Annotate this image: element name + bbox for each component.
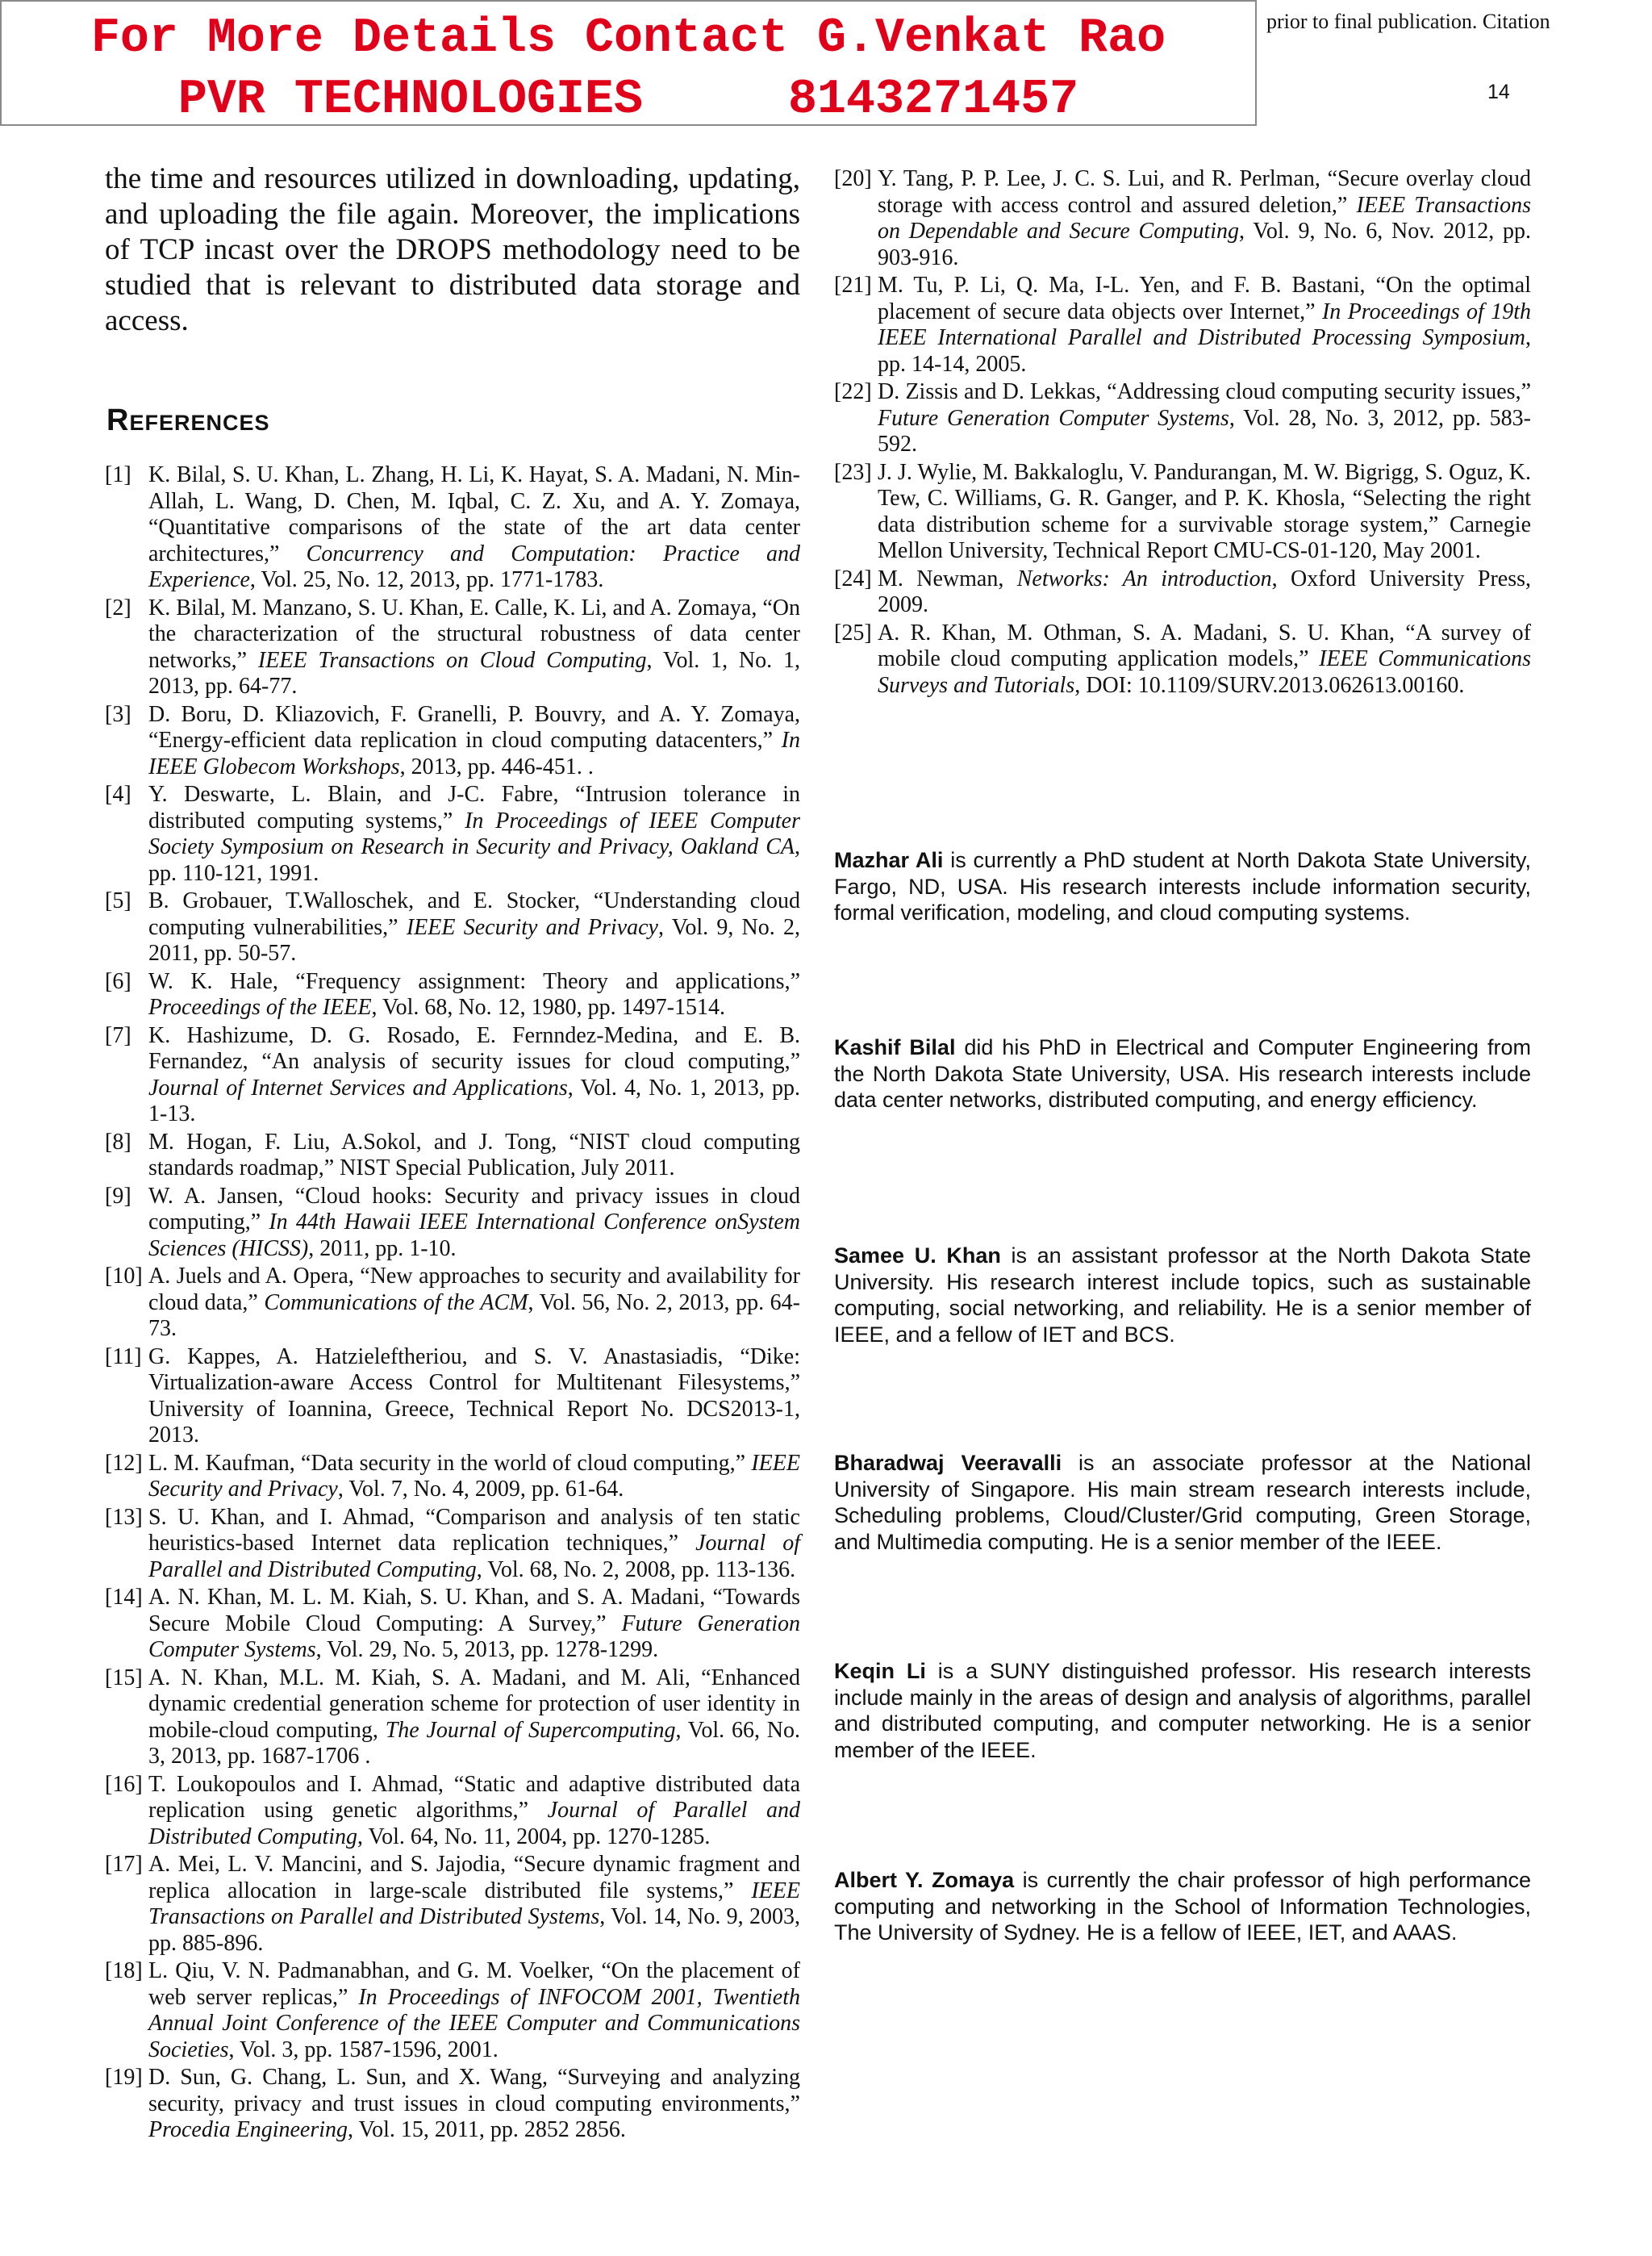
reference-post: , 2013, pp. 446-451. . xyxy=(399,754,594,779)
reference-item xyxy=(105,1264,800,1343)
reference-post: , 2011, pp. 1-10. xyxy=(308,1235,457,1261)
reference-number: [4] xyxy=(105,782,131,807)
contact-banner xyxy=(0,0,1257,126)
reference-item xyxy=(834,166,1531,271)
reference-text xyxy=(148,1958,800,2063)
reference-post: , Vol. 9, No. 2, 2011, pp. 50-57. xyxy=(148,914,801,966)
right-column xyxy=(834,166,1531,700)
author-bio-text: did his PhD in Electrical and Computer Engineering from the North Dakota State University, USA. His research interests include data center networks, distributed computing, and energy efficiency. xyxy=(834,1035,1531,1112)
reference-pre: L. M. Kaufman, “Data security in the world of cloud computing,” xyxy=(148,1450,752,1476)
reference-text xyxy=(878,273,1531,378)
reference-venue: IEEE Security and Privacy xyxy=(406,914,658,940)
reference-post: , Vol. 29, No. 5, 2013, pp. 1278-1299. xyxy=(315,1637,659,1662)
reference-pre: D. Zissis and D. Lekkas, “Addressing cloud computing security issues,” xyxy=(878,379,1531,404)
reference-pre: Y. Tang, P. P. Lee, J. C. S. Lui, and R. Perlman, “Secure overlay cloud storage with access control and assured deletion,” xyxy=(878,166,1531,218)
reference-item xyxy=(834,460,1531,565)
reference-item xyxy=(105,888,800,967)
reference-venue: IEEE Transactions on Parallel and Distributed Systems xyxy=(148,1878,800,1929)
reference-venue: IEEE Communications Surveys and Tutorials xyxy=(878,646,1531,698)
reference-text xyxy=(878,379,1531,458)
reference-venue: Procedia Engineering xyxy=(148,2117,348,2142)
reference-text xyxy=(148,969,800,1021)
author-bio-text: is currently the chair professor of high performance computing and networking in the School of Information Technologies, The University of Sydney. He is a fellow of IEEE, IET, and AAAS. xyxy=(834,1868,1531,1945)
reference-venue: IEEE Transactions on Cloud Computing xyxy=(257,647,647,673)
reference-venue: IEEE Security and Privacy xyxy=(148,1450,800,1502)
reference-text xyxy=(148,1130,800,1182)
reference-pre: B. Grobauer, T.Walloschek, and E. Stocker, “Understanding cloud computing vulnerabilities,” xyxy=(148,888,800,940)
reference-pre: G. Kappes, A. Hatzieleftheriou, and S. V. Anastasiadis, “Dike: Virtualization-aware Access Control for Multitenant Filesystems,” University of Ioannina, Greece, Technical Report No. DCS2013-1, 2013. xyxy=(148,1343,800,1448)
reference-post: , DOI: 10.1109/SURV.2013.062613.00160. xyxy=(1074,672,1465,698)
reference-number: [23] xyxy=(834,459,872,485)
reference-post: , Vol. 7, No. 4, 2009, pp. 61-64. xyxy=(337,1477,624,1502)
reference-item xyxy=(105,702,800,781)
reference-post: , pp. 110-121, 1991. xyxy=(148,834,800,886)
reference-venue: IEEE Transactions on Dependable and Secure Computing xyxy=(878,192,1531,244)
page-number: 14 xyxy=(1487,81,1510,103)
reference-pre: D. Boru, D. Kliazovich, F. Granelli, P. Bouvry, and A. Y. Zomaya, “Energy-efficient data replication in cloud computing datacenters,” xyxy=(148,701,800,753)
reference-text xyxy=(148,1772,800,1851)
reference-item xyxy=(105,1585,800,1664)
reference-text xyxy=(148,1344,800,1449)
reference-item xyxy=(105,1665,800,1770)
reference-venue: Journal of Parallel and Distributed Computing xyxy=(148,1798,800,1849)
running-header-note: prior to final publication. Citation xyxy=(1266,10,1550,33)
author-bio xyxy=(834,1658,1531,1763)
banner-contact-line: For More Details Contact G.Venkat Rao xyxy=(90,11,1166,66)
reference-number: [17] xyxy=(105,1852,143,1877)
reference-number: [21] xyxy=(834,273,872,298)
author-bio-text: is a SUNY distinguished professor. His research interests include mainly in the areas of design and analysis of algorithms, parallel and distributed computing, and computer networking. He is a senior member of the IEEE. xyxy=(834,1659,1532,1762)
reference-venue: Journal of Parallel and Distributed Computing xyxy=(148,1531,800,1582)
reference-item xyxy=(105,595,800,700)
reference-text xyxy=(148,1023,800,1128)
reference-item xyxy=(834,379,1531,458)
reference-post: , Vol. 4, No. 1, 2013, pp. 1-13. xyxy=(148,1075,801,1126)
reference-list-right xyxy=(834,166,1531,699)
reference-item xyxy=(105,1023,800,1128)
reference-pre: K. Hashizume, D. G. Rosado, E. Fernndez-Medina, and E. B. Fernandez, “An analysis of security issues for cloud computing,” xyxy=(148,1022,800,1074)
reference-number: [6] xyxy=(105,968,131,994)
reference-number: [5] xyxy=(105,888,131,913)
reference-pre: A. Mei, L. V. Mancini, and S. Jajodia, “Secure dynamic fragment and replica allocation in large-scale distributed file systems,” xyxy=(148,1852,800,1903)
reference-post: , Oxford University Press, 2009. xyxy=(878,566,1531,617)
author-name: Samee U. Khan xyxy=(834,1243,1001,1268)
reference-item xyxy=(105,782,800,887)
reference-item xyxy=(105,1505,800,1584)
reference-post: , Vol. 3, pp. 1587-1596, 2001. xyxy=(228,2037,499,2062)
reference-text xyxy=(148,1585,800,1664)
reference-venue: In 44th Hawaii IEEE International Conference onSystem Sciences (HICSS) xyxy=(148,1209,801,1261)
reference-number: [14] xyxy=(105,1585,143,1610)
reference-venue: Journal of Internet Services and Applications xyxy=(148,1075,568,1101)
reference-post: , Vol. 25, No. 12, 2013, pp. 1771-1783. xyxy=(249,567,604,592)
reference-number: [24] xyxy=(834,566,872,591)
reference-post: , Vol. 9, No. 6, Nov. 2012, pp. 903-916. xyxy=(878,219,1531,270)
reference-post: , Vol. 14, No. 9, 2003, pp. 885-896. xyxy=(148,1904,800,1956)
reference-item xyxy=(105,1184,800,1263)
reference-venue: In Proceedings of IEEE Computer Society Symposium on Research in Security and Privacy, Oakland CA xyxy=(148,808,800,859)
reference-pre: W. K. Hale, “Frequency assignment: Theory and applications,” xyxy=(148,968,800,994)
reference-post: , Vol. 1, No. 1, 2013, pp. 64-77. xyxy=(148,647,800,699)
reference-text xyxy=(148,1505,800,1584)
author-name: Kashif Bilal xyxy=(834,1035,956,1059)
reference-item xyxy=(105,462,800,594)
reference-pre: L. Qiu, V. N. Padmanabhan, and G. M. Voelker, “On the placement of web server replicas,” xyxy=(148,1958,800,2010)
reference-text xyxy=(148,1665,800,1770)
reference-pre: K. Bilal, M. Manzano, S. U. Khan, E. Calle, K. Li, and A. Zomaya, “On the characterization of the structural robustness of data center networks,” xyxy=(148,595,800,673)
reference-pre: M. Hogan, F. Liu, A.Sokol, and J. Tong, “NIST cloud computing standards roadmap,” NIST Special Publication, July 2011. xyxy=(148,1129,800,1180)
author-name: Bharadwaj Veeravalli xyxy=(834,1451,1062,1475)
reference-text xyxy=(148,1852,800,1957)
reference-post: , Vol. 68, No. 2, 2008, pp. 113-136. xyxy=(476,1556,796,1582)
reference-item xyxy=(105,1451,800,1503)
banner-company-line: PVR TECHNOLOGIES 8143271457 xyxy=(177,73,1079,127)
author-bio-text: is an assistant professor at the North Dakota State University. His research interest include topics, such as sustainable computing, social networking, and reliability. He is a senior member of IEEE, and a fellow of IET and BCS. xyxy=(834,1243,1532,1347)
reference-pre: A. N. Khan, M.L. M. Kiah, S. A. Madani, and M. Ali, “Enhanced dynamic credential generation scheme for protection of user identity in mobile-cloud computing, xyxy=(148,1665,800,1743)
reference-number: [10] xyxy=(105,1264,143,1289)
reference-venue: The Journal of Supercomputing xyxy=(385,1717,676,1743)
reference-item xyxy=(834,273,1531,378)
reference-text xyxy=(148,1264,800,1343)
reference-venue: Concurrency and Computation: Practice and Experience xyxy=(148,541,800,592)
author-bio xyxy=(834,847,1531,926)
conclusion-paragraph: the time and resources utilized in downloading, updating, and uploading the file again. Moreover, the implications of TCP incast over the DROPS methodology need to be studied that is relevant to distributed data storage and access. xyxy=(105,162,800,337)
reference-number: [25] xyxy=(834,620,872,645)
reference-venue: Communications of the ACM xyxy=(264,1289,528,1315)
reference-pre: M. Newman, xyxy=(878,566,1017,591)
reference-item xyxy=(105,1344,800,1449)
reference-number: [9] xyxy=(105,1183,131,1209)
reference-venue: In IEEE Globecom Workshops xyxy=(148,728,800,779)
reference-number: [20] xyxy=(834,166,872,191)
reference-item xyxy=(105,2065,800,2144)
reference-number: [7] xyxy=(105,1022,131,1048)
reference-text xyxy=(148,782,800,887)
reference-number: [8] xyxy=(105,1129,131,1155)
author-bio xyxy=(834,1034,1531,1113)
reference-pre: J. J. Wylie, M. Bakkaloglu, V. Pandurangan, M. W. Bigrigg, S. Oguz, K. Tew, C. Williams, G. R. Ganger, and P. K. Khosla, “Selecting the right data distribution scheme for a survivable storage system,” Carnegie Mellon University, Technical Report CMU-CS-01-120, May 2001. xyxy=(878,459,1531,563)
reference-text xyxy=(148,2065,800,2144)
reference-post: , pp. 14-14, 2005. xyxy=(878,325,1531,377)
reference-text xyxy=(148,595,800,700)
reference-text xyxy=(148,1184,800,1263)
reference-pre: K. Bilal, S. U. Khan, L. Zhang, H. Li, K. Hayat, S. A. Madani, N. Min-Allah, L. Wang, D. Chen, M. Iqbal, C. Z. Xu, and A. Y. Zomaya, “Quantitative comparisons of the state of the art data center architectures,” xyxy=(148,462,800,566)
reference-number: [19] xyxy=(105,2065,143,2090)
reference-item xyxy=(834,566,1531,619)
reference-number: [12] xyxy=(105,1450,143,1476)
references-heading: References xyxy=(106,403,270,437)
reference-list-left xyxy=(105,462,800,2144)
left-column xyxy=(105,161,800,2145)
reference-number: [13] xyxy=(105,1504,143,1530)
author-bio xyxy=(834,1450,1531,1555)
reference-number: [3] xyxy=(105,701,131,727)
reference-number: [1] xyxy=(105,462,131,487)
reference-post: , Vol. 28, No. 3, 2012, pp. 583-592. xyxy=(878,405,1531,457)
author-name: Albert Y. Zomaya xyxy=(834,1868,1015,1892)
reference-item xyxy=(105,1958,800,2063)
reference-text xyxy=(878,620,1531,700)
reference-item xyxy=(105,969,800,1021)
reference-pre: M. Tu, P. Li, Q. Ma, I-L. Yen, and F. B. Bastani, “On the optimal placement of secure data objects over Internet,” xyxy=(878,273,1531,324)
reference-pre: D. Sun, G. Chang, L. Sun, and X. Wang, “Surveying and analyzing security, privacy and trust issues in cloud computing environments,” xyxy=(148,2065,800,2116)
reference-post: , Vol. 64, No. 11, 2004, pp. 1270-1285. xyxy=(357,1824,711,1849)
reference-pre: A. Juels and A. Opera, “New approaches to security and availability for cloud data,” xyxy=(148,1264,800,1315)
reference-post: , Vol. 56, No. 2, 2013, pp. 64-73. xyxy=(148,1289,800,1341)
reference-text xyxy=(878,460,1531,565)
reference-venue: Networks: An introduction xyxy=(1016,566,1272,591)
reference-item xyxy=(834,620,1531,700)
reference-text xyxy=(148,888,800,967)
reference-text xyxy=(148,462,800,594)
author-name: Mazhar Ali xyxy=(834,848,944,872)
reference-pre: A. N. Khan, M. L. M. Kiah, S. U. Khan, and S. A. Madani, “Towards Secure Mobile Cloud Computing: A Survey,” xyxy=(148,1585,800,1636)
reference-text xyxy=(148,1451,800,1503)
reference-number: [11] xyxy=(105,1343,142,1369)
reference-number: [22] xyxy=(834,379,872,404)
reference-text xyxy=(878,166,1531,271)
reference-venue: Proceedings of the IEEE xyxy=(148,995,372,1020)
reference-venue: Future Generation Computer Systems xyxy=(878,405,1229,431)
reference-venue: In Proceedings of INFOCOM 2001, Twentieth Annual Joint Conference of the IEEE Computer and Communications Societies xyxy=(148,1984,800,2062)
author-name: Keqin Li xyxy=(834,1659,926,1683)
reference-pre: A. R. Khan, M. Othman, S. A. Madani, S. U. Khan, “A survey of mobile cloud computing application models,” xyxy=(878,620,1531,671)
reference-pre: S. U. Khan, and I. Ahmad, “Comparison and analysis of ten static heuristics-based Internet data replication techniques,” xyxy=(148,1504,800,1556)
reference-number: [16] xyxy=(105,1771,143,1797)
reference-post: , Vol. 66, No. 3, 2013, pp. 1687-1706 . xyxy=(148,1717,801,1769)
reference-pre: W. A. Jansen, “Cloud hooks: Security and privacy issues in cloud computing,” xyxy=(148,1183,800,1235)
reference-venue: In Proceedings of 19th IEEE International Parallel and Distributed Processing Symposium xyxy=(878,299,1531,350)
author-bio-text: is an associate professor at the National University of Singapore. His main stream research interests include, Scheduling problems, Cloud/Cluster/Grid computing, Green Storage, and Multimedia computing. He is a senior member of the IEEE. xyxy=(834,1451,1531,1554)
reference-text xyxy=(148,702,800,781)
reference-number: [2] xyxy=(105,595,131,620)
reference-number: [18] xyxy=(105,1958,143,1983)
reference-post: , Vol. 15, 2011, pp. 2852 2856. xyxy=(348,2117,626,2142)
reference-venue: Future Generation Computer Systems xyxy=(148,1611,800,1662)
reference-item xyxy=(105,1130,800,1182)
reference-post: , Vol. 68, No. 12, 1980, pp. 1497-1514. xyxy=(371,995,725,1020)
reference-number: [15] xyxy=(105,1665,143,1690)
reference-item xyxy=(105,1852,800,1957)
author-bio xyxy=(834,1243,1531,1347)
reference-text xyxy=(878,566,1531,619)
reference-pre: Y. Deswarte, L. Blain, and J-C. Fabre, “Intrusion tolerance in distributed computing systems,” xyxy=(148,782,800,833)
reference-pre: T. Loukopoulos and I. Ahmad, “Static and adaptive distributed data replication using genetic algorithms,” xyxy=(148,1771,800,1823)
author-bio xyxy=(834,1867,1531,1946)
reference-item xyxy=(105,1772,800,1851)
author-bio-text: is currently a PhD student at North Dakota State University, Fargo, ND, USA. His research interests include information security, formal verification, modeling, and cloud computing systems. xyxy=(834,848,1531,925)
